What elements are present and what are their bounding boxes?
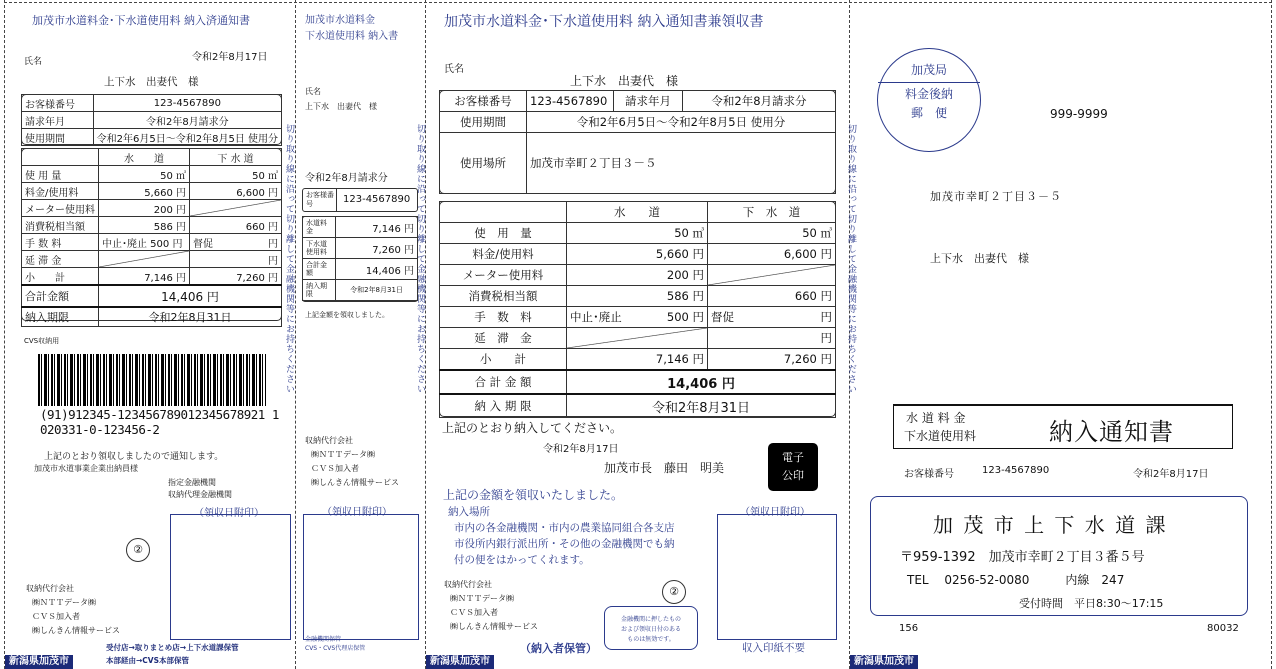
p1-row-label: 消費税相当額 bbox=[22, 217, 99, 234]
top-edge bbox=[4, 2, 1272, 3]
p3-usage-water: 50 ㎥ bbox=[567, 223, 708, 244]
p1-dunning-label: 督促 bbox=[193, 238, 213, 250]
p2-row-value: 14,406 円 bbox=[336, 259, 418, 280]
p1-row-label: 料金/使用料 bbox=[22, 183, 99, 200]
p1-meter-sewer-empty bbox=[190, 200, 282, 217]
p1-receipt-stamp-box bbox=[170, 514, 291, 640]
p3-cancel-value: 500 円 bbox=[666, 310, 704, 324]
p3-no-stamp: 収入印紙不要 bbox=[742, 642, 805, 654]
p2-perf-text-left: 切り取り線に沿って切り離して金融機関等にお持ちください bbox=[284, 124, 294, 394]
p2-title2: 下水道使用料 納入書 bbox=[305, 31, 399, 42]
p1-customer-name: 上下水 出妻代 様 bbox=[104, 76, 199, 88]
p3-validity-note bbox=[604, 606, 698, 650]
p3-received: 上記の金額を領収いたしました。 bbox=[443, 488, 624, 502]
p1-bottom-note2: 本部経由→CVS本部保管 bbox=[106, 656, 189, 665]
p3-col-water: 水 道 bbox=[567, 202, 708, 223]
p2-row-value: 7,260 円 bbox=[336, 238, 418, 259]
postal-mark-type: 料金後納 bbox=[904, 87, 953, 101]
p3-fee-sewer: 6,600 円 bbox=[708, 244, 836, 265]
p2-receipt-stamp-box bbox=[303, 514, 419, 640]
p2-agent2: ＣＶＳ加入者 bbox=[311, 464, 359, 473]
p3-footer: 新潟県加茂市 bbox=[426, 655, 494, 669]
p3-keep: （納入者保管） bbox=[520, 642, 597, 655]
p3-row-label: 料金/使用料 bbox=[440, 244, 567, 265]
p2-row-label: 合計金額 bbox=[303, 259, 336, 280]
p2-name-label: 氏名 bbox=[305, 87, 321, 96]
p3-place-info bbox=[448, 504, 675, 568]
postal-mark bbox=[877, 48, 981, 152]
p1-late-sewer: 円 bbox=[190, 251, 282, 268]
postal-mark-mail: 郵 便 bbox=[910, 106, 947, 120]
p4-num-right: 80032 bbox=[1207, 623, 1239, 634]
p1-info-value: 令和2年6月5日～令和2年8月5日 使用分 bbox=[93, 129, 281, 146]
p1-dunning-value: 円 bbox=[268, 238, 278, 250]
p1-row-label: 手 数 料 bbox=[22, 234, 99, 251]
p4-dept-box bbox=[870, 496, 1248, 616]
p3-place: 加茂市幸町２丁目３－５ bbox=[527, 133, 836, 194]
p1-late-water-empty bbox=[99, 251, 190, 268]
p2-cust-no-box bbox=[302, 188, 418, 212]
barcode-text-1: (91)912345-123456789012345678921 1 bbox=[40, 407, 279, 422]
p3-fee-water: 5,660 円 bbox=[567, 244, 708, 265]
p3-pay-request: 上記のとおり納入してください。 bbox=[442, 421, 623, 435]
p1-col-water: 水 道 bbox=[99, 149, 190, 166]
p3-charge-sewer bbox=[708, 307, 836, 328]
p3-cust-no-label: お客様番号 bbox=[440, 91, 527, 112]
p3-due-label: 納 入 期 限 bbox=[440, 394, 567, 418]
p1-info-box bbox=[21, 94, 282, 145]
p3-row-label: 手 数 料 bbox=[440, 307, 567, 328]
p4-address: 加茂市幸町２丁目３－５ bbox=[930, 190, 1062, 203]
p3-cancel-label: 中止･廃止 bbox=[570, 310, 622, 324]
p3-name-label: 氏名 bbox=[444, 64, 464, 75]
p1-agent-title: 収納代行会社 bbox=[26, 584, 74, 593]
p3-note3: ものは無効です。 bbox=[627, 636, 675, 643]
p1-dest: 加茂市水道事業企業出納員様 bbox=[34, 464, 138, 473]
p2-row-value: 令和2年8月31日 bbox=[336, 280, 418, 301]
p1-row-label: 使 用 量 bbox=[22, 166, 99, 183]
p2-perf-text-right: 切り取り線に沿って切り離して金融機関等にお持ちください bbox=[415, 124, 425, 394]
p3-late-water-empty bbox=[567, 328, 708, 349]
p1-name-label: 氏名 bbox=[24, 57, 43, 67]
p3-row-label: 延 滞 金 bbox=[440, 328, 567, 349]
p3-period: 令和2年6月5日～令和2年8月5日 使用分 bbox=[527, 112, 836, 133]
p3-place-text2: 市役所内銀行派出所・その他の金融機関でも納 bbox=[454, 538, 675, 550]
p3-tax-sewer: 660 円 bbox=[708, 286, 836, 307]
p1-charge-water: 中止･廃止 500 円 bbox=[99, 234, 190, 251]
p1-row-label: 小 計 bbox=[22, 268, 99, 286]
p3-fee-box bbox=[439, 201, 836, 417]
p3-subtotal-sewer: 7,260 円 bbox=[708, 349, 836, 371]
p1-info-value: 令和2年8月請求分 bbox=[93, 112, 281, 129]
p1-info-value: 123-4567890 bbox=[93, 95, 281, 112]
p3-agent2: ＣＶＳ加入者 bbox=[450, 608, 498, 617]
p4-perf-text: 切り取り線に沿って切り離して金融機関等にお持ちください bbox=[846, 124, 856, 394]
p1-agent2: ＣＶＳ加入者 bbox=[32, 612, 80, 621]
p2-row-label: 下水道使用料 bbox=[303, 238, 336, 259]
p4-doc-sub2: 下水道使用料 bbox=[904, 429, 977, 443]
p1-subtotal-water: 7,146 円 bbox=[99, 268, 190, 286]
p1-tax-sewer: 660 円 bbox=[190, 217, 282, 234]
p2-row-value: 7,146 円 bbox=[336, 217, 418, 238]
p1-notice: 上記のとおり領収しましたので通知します。 bbox=[44, 452, 224, 462]
p2-row-label: 水道料金 bbox=[303, 217, 336, 238]
p3-agent1: ㈱ＮＴＴデータ㈱ bbox=[450, 594, 514, 603]
p1-col-sewer: 下 水 道 bbox=[190, 149, 282, 166]
p2-receipt-stamp-label: （領収日附印） bbox=[322, 507, 392, 518]
p3-meter-sewer-empty bbox=[708, 265, 836, 286]
p3-agent3: ㈱しんきん情報サービス bbox=[450, 622, 538, 631]
p3-billing: 令和2年8月請求分 bbox=[683, 91, 836, 112]
p1-footer: 新潟県加茂市 bbox=[5, 655, 73, 669]
postal-mark-office: 加茂局 bbox=[910, 63, 947, 77]
p3-mayor: 加茂市長 藤田 明美 bbox=[604, 461, 725, 475]
p1-agent3: ㈱しんきん情報サービス bbox=[32, 626, 120, 635]
p4-doc-title-box bbox=[893, 404, 1233, 449]
p3-late-sewer: 円 bbox=[708, 328, 836, 349]
p3-row-label: 使 用 量 bbox=[440, 223, 567, 244]
p3-row-label: 消費税相当額 bbox=[440, 286, 567, 307]
p3-place-text3: 付の便をはかってくれます。 bbox=[454, 554, 590, 566]
p3-agents bbox=[444, 578, 538, 634]
p3-info-box bbox=[439, 90, 836, 194]
p3-col-sewer: 下 水 道 bbox=[708, 202, 836, 223]
p3-period-label: 使用期間 bbox=[440, 112, 527, 133]
p1-title: 加茂市水道料金･下水道使用料 納入済通知書 bbox=[32, 14, 250, 27]
p4-recipient: 上下水 出妻代 様 bbox=[930, 252, 1029, 265]
p3-charge-water bbox=[567, 307, 708, 328]
p4-zip: 999-9999 bbox=[1050, 107, 1108, 121]
p2-agent1: ㈱ＮＴＴデータ㈱ bbox=[311, 450, 375, 459]
p2-bottom-note2: CVS・CVS代理店保管 bbox=[305, 645, 366, 652]
p1-copy-number: ② bbox=[126, 538, 150, 562]
p2-agent3: ㈱しんきん情報サービス bbox=[311, 478, 399, 487]
p4-footer: 新潟県加茂市 bbox=[850, 655, 918, 669]
p4-date: 令和2年8月17日 bbox=[1133, 469, 1209, 480]
p3-note1: 金融機関に押したもの bbox=[620, 616, 681, 623]
p1-usage-sewer: 50 ㎥ bbox=[190, 166, 282, 183]
electronic-seal bbox=[768, 443, 818, 491]
p4-dept-addr: 〒959-1392 加茂市幸町２丁目３番５号 bbox=[900, 550, 1145, 565]
p3-receipt-stamp-label: （領収日附印） bbox=[740, 507, 810, 518]
p2-billing: 令和2年8月請求分 bbox=[305, 173, 388, 184]
p4-hours: 受付時間 平日8:30～17:15 bbox=[1019, 597, 1164, 610]
barcode bbox=[38, 354, 266, 406]
p3-billing-label: 請求年月 bbox=[614, 91, 683, 112]
p1-agents bbox=[26, 582, 120, 638]
p1-fee-water: 5,660 円 bbox=[99, 183, 190, 200]
p3-cust-no: 123-4567890 bbox=[527, 91, 614, 112]
p1-bank2: 収納代理金融機関 bbox=[168, 490, 232, 499]
p3-row-label: 小 計 bbox=[440, 349, 567, 371]
p3-usage-sewer: 50 ㎥ bbox=[708, 223, 836, 244]
p2-cust-no-label: お客様番号 bbox=[306, 191, 334, 208]
p1-info-key: 使用期間 bbox=[22, 129, 94, 146]
p3-meter-water: 200 円 bbox=[567, 265, 708, 286]
p1-usage-water: 50 ㎥ bbox=[99, 166, 190, 183]
p4-dept: 加 茂 市 上 下 水 道 課 bbox=[933, 513, 1168, 537]
p3-dunning-value: 円 bbox=[820, 310, 832, 324]
p4-doc-sub1: 水 道 料 金 bbox=[906, 411, 966, 425]
p1-tax-water: 586 円 bbox=[99, 217, 190, 234]
p3-place-label: 使用場所 bbox=[440, 133, 527, 194]
p1-fee-sewer: 6,600 円 bbox=[190, 183, 282, 200]
p1-receipt-stamp-label: （領収日附印） bbox=[194, 508, 264, 519]
p3-total-value: 14,406 円 bbox=[567, 370, 836, 394]
p3-dunning-label: 督促 bbox=[711, 310, 734, 324]
p1-total-label: 合計金額 bbox=[22, 285, 99, 307]
p4-doc-title: 納入通知書 bbox=[1049, 418, 1174, 446]
p4-cust-no-label: お客様番号 bbox=[904, 469, 954, 480]
p3-place-title: 納入場所 bbox=[448, 506, 490, 518]
p2-row-label: 納入期限 bbox=[303, 280, 336, 301]
p2-customer-name: 上下水 出妻代 様 bbox=[305, 102, 377, 111]
p3-customer-name: 上下水 出妻代 様 bbox=[570, 74, 679, 88]
p3-place-text1: 市内の各金融機関・市内の農業協同組合各支店 bbox=[454, 522, 675, 534]
p3-note2: および領収日付のある bbox=[620, 626, 681, 633]
p1-row-label: 延 滞 金 bbox=[22, 251, 99, 268]
p1-charge-sewer bbox=[190, 234, 282, 251]
p3-date: 令和2年8月17日 bbox=[543, 444, 619, 455]
p3-copy-number: ② bbox=[662, 580, 686, 604]
p1-row-label: メーター使用料 bbox=[22, 200, 99, 217]
p1-bank1: 指定金融機関 bbox=[168, 478, 216, 487]
p1-fee-box bbox=[21, 148, 282, 324]
p3-row-label: メーター使用料 bbox=[440, 265, 567, 286]
p4-cust-no: 123-4567890 bbox=[982, 465, 1050, 476]
p2-amount-box bbox=[302, 216, 418, 302]
p1-date: 令和2年8月17日 bbox=[192, 52, 268, 63]
cut-line bbox=[1271, 0, 1272, 669]
p3-due-value: 令和2年8月31日 bbox=[567, 394, 836, 418]
seal-text-1: 電子 bbox=[782, 451, 804, 464]
p2-title1: 加茂市水道料金 bbox=[305, 15, 375, 26]
p1-due-label: 納入期限 bbox=[22, 307, 99, 327]
p2-received: 上記金額を領収しました。 bbox=[305, 311, 389, 319]
p3-title: 加茂市水道料金･下水道使用料 納入通知書兼領収書 bbox=[444, 14, 764, 30]
p1-bottom-note1: 受付店→取りまとめ店→上下水道課保管 bbox=[106, 643, 239, 652]
p1-info-key: 請求年月 bbox=[22, 112, 94, 129]
p3-receipt-stamp-box bbox=[717, 514, 837, 640]
p1-total-value: 14,406 円 bbox=[99, 285, 282, 307]
p3-tax-water: 586 円 bbox=[567, 286, 708, 307]
cut-line bbox=[4, 0, 5, 669]
p2-bottom-note1: 金融機関保管 bbox=[305, 636, 342, 643]
p1-subtotal-sewer: 7,260 円 bbox=[190, 268, 282, 286]
p1-info-key: お客様番号 bbox=[22, 95, 94, 112]
p1-due-value: 令和2年8月31日 bbox=[99, 307, 282, 327]
p4-tel: TEL 0256-52-0080 内線 247 bbox=[907, 573, 1125, 587]
p3-agent-title: 収納代行会社 bbox=[444, 580, 492, 589]
p1-cvs-label: CVS収納用 bbox=[24, 337, 60, 345]
p3-subtotal-water: 7,146 円 bbox=[567, 349, 708, 371]
p3-total-label: 合 計 金 額 bbox=[440, 370, 567, 394]
p1-meter-water: 200 円 bbox=[99, 200, 190, 217]
p2-agents bbox=[305, 434, 399, 490]
seal-text-2: 公印 bbox=[782, 469, 804, 482]
p1-agent1: ㈱ＮＴＴデータ㈱ bbox=[32, 598, 96, 607]
p4-num-left: 156 bbox=[899, 623, 919, 634]
p2-agent-title: 収納代行会社 bbox=[305, 436, 353, 445]
p2-cust-no: 123-4567890 bbox=[343, 194, 411, 205]
barcode-text-2: 020331-0-123456-2 bbox=[40, 422, 160, 437]
